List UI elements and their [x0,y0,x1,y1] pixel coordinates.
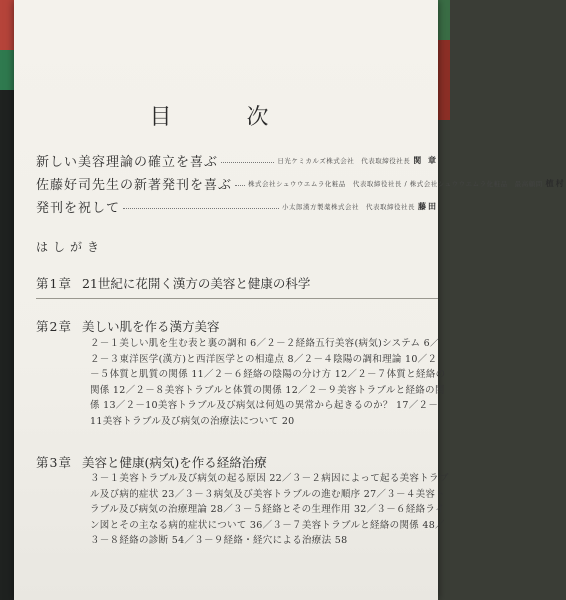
preface-heading: はしがき [36,240,105,254]
chapter-contents-line: 11美容トラブル及び病気の治療法について 20 [90,415,295,427]
chapter-contents-line: 係 13／２－10美容トラブル及び病気は何処の異常から起きるのか？ 17／２－ [90,400,439,411]
chapter-title: 21世紀に花開く漢方の美容と健康の科学 [81,276,311,291]
chapter-contents-line: ２－３東洋医学(漢方)と西洋医学との相違点 8／２－４陰陽の調和理論 10／２ [90,353,438,365]
front-matter-sign: 植村 [545,177,566,188]
toc-title: 目 次 [149,105,303,130]
chapter-1-heading [36,274,310,292]
chapter-number: 第2章 [36,319,72,334]
chapter-number: 第1章 [36,276,72,291]
chapter-3-contents [90,471,449,549]
front-matter-item-3 [36,198,438,214]
front-matter-note: 小太郎漢方製薬株式会社 代表取締役社長 [282,202,415,211]
chapter-contents-line: ２－１美しい肌を生む表と裏の調和 6／２－２経絡五行美容(病気)システム 6／ [90,338,440,349]
chapter-contents-line: －５体質と肌質の関係 11／２－６経絡の陰陽の分け方 12／２－７体質と経絡の [90,369,446,380]
chapter-contents-line: ３－８経絡の診断 54／３－９経絡・経穴による治療法 58 [90,535,348,546]
leader-dots [123,208,279,209]
chapter-2-contents [90,336,446,429]
leader-dots [221,162,274,163]
front-matter-label: 新しい美容理論の確立を喜ぶ [36,154,219,170]
chapter-number: 第3章 [36,455,72,470]
front-matter-label: 発刊を祝して [36,200,121,216]
front-matter-item-1 [36,152,438,168]
chapter-3-heading [36,453,267,471]
book-cover-red-edge [0,0,14,50]
toc-page [14,0,566,600]
chapter-contents-line: ラブル及び病気の治療理論 28／３－５経絡とその生理作用 32／３－６経絡ライ [90,504,445,515]
front-matter-item-2 [36,175,566,193]
chapter-title: 美容と健康(病気)を作る経絡治療 [81,455,267,470]
leader-dots [235,185,245,186]
front-matter-note: 日光ケミカルズ株式会社 代表取締役社長 [277,156,411,165]
chapter-title: 美しい肌を作る漢方美容 [81,319,220,334]
front-matter-sign: 藤田 [418,200,438,211]
divider [36,298,438,299]
front-matter-sign: 関 章 [413,154,438,165]
chapter-contents-line: 関係 12／２－８美容トラブルと体質の関係 12／２－９美容トラブルと経絡の関 [90,384,445,396]
front-matter-note: 株式会社シュウウエムラ化粧品 代表取締役社長 / 株式会社シュウウエムラ化粧品 最高顧問 [248,179,543,188]
chapter-contents-line: ン図とその主なる病的症状について 36／３－７美容トラブルと経絡の関係 48／ [90,519,445,531]
chapter-2-heading [36,317,219,335]
front-matter-label: 佐藤好司先生の新著発刊を喜ぶ [36,177,233,193]
chapter-contents-line: ３－１美容トラブル及び病気の起る原因 22／３－２病因によって起る美容トラブ [90,473,449,484]
chapter-contents-line: ル及び病的症状 23／３－３病気及び美容トラブルの進む順序 27／３－４美容ト [90,488,446,500]
